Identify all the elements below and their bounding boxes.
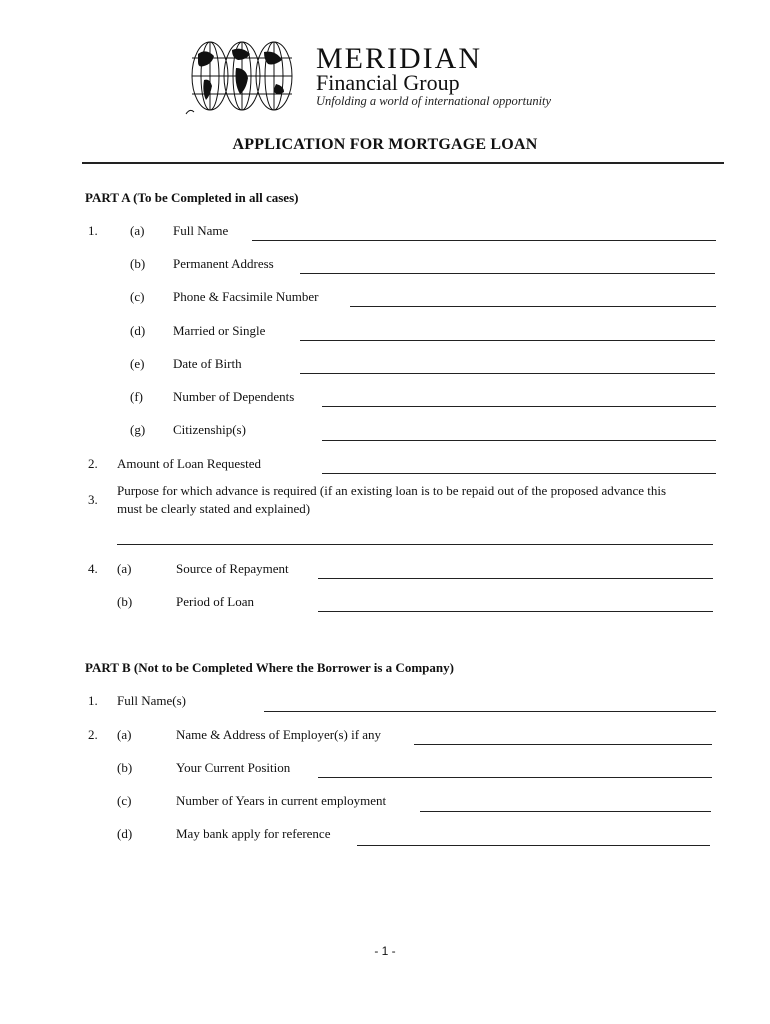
field-label-phone-fax: Phone & Facsimile Number [173,289,319,304]
field-label-current-position: Your Current Position [176,760,291,775]
permanent-address-input[interactable] [300,273,715,274]
item-letter: (g) [130,422,146,437]
field-label-source-of-repayment: Source of Repayment [176,561,289,576]
item-letter: (a) [130,223,145,238]
question-number: 3. [88,492,98,507]
question-number: 1. [88,223,98,238]
field-label-full-name: Full Name [173,223,229,238]
field-label-bank-reference: May bank apply for reference [176,826,331,841]
logo-tagline: Unfolding a world of international opportunity [316,94,552,108]
item-letter: (d) [130,323,146,338]
years-employed-input[interactable] [420,811,711,812]
question-number: 2. [88,727,98,742]
field-label-employer: Name & Address of Employer(s) if any [176,727,382,742]
question-number: 2. [88,456,98,471]
bank-reference-input[interactable] [357,845,710,846]
part-b-heading: PART B (Not to be Completed Where the Borrower is a Company) [85,660,454,675]
item-letter: (a) [117,561,132,576]
item-letter: (c) [117,793,132,808]
field-label-dependents: Number of Dependents [173,389,295,404]
field-label-marital-status: Married or Single [173,323,266,338]
field-label-purpose: Purpose for which advance is required (if an existing loan is to be repaid out of the proposed advance this [117,483,667,498]
period-of-loan-input[interactable] [318,611,713,612]
field-label-permanent-address: Permanent Address [173,256,274,271]
dependents-input[interactable] [322,406,716,407]
field-label-full-names: Full Name(s) [117,693,186,708]
logo-subtitle: Financial Group [316,70,460,95]
item-letter: (c) [130,289,145,304]
part-a-heading: PART A (To be Completed in all cases) [85,190,299,205]
citizenship-input[interactable] [322,440,716,441]
full-name-input[interactable] [252,240,716,241]
item-letter: (b) [117,594,133,609]
date-of-birth-input[interactable] [300,373,715,374]
loan-amount-input[interactable] [322,473,716,474]
field-label-date-of-birth: Date of Birth [173,356,242,371]
item-letter: (a) [117,727,132,742]
item-letter: (b) [130,256,146,271]
item-letter: (d) [117,826,133,841]
globe-icon [180,36,320,118]
logo-name: MERIDIAN [316,42,482,75]
source-of-repayment-input[interactable] [318,578,713,579]
question-number: 1. [88,693,98,708]
form-title: APPLICATION FOR MORTGAGE LOAN [232,136,538,153]
purpose-input[interactable] [117,544,713,545]
field-label-period-of-loan: Period of Loan [176,594,254,609]
company-logo [180,36,560,118]
page-number: - 1 - [374,944,396,958]
field-label-citizenship: Citizenship(s) [173,422,246,437]
field-label-loan-amount: Amount of Loan Requested [117,456,262,471]
current-position-input[interactable] [318,777,712,778]
item-letter: (f) [130,389,143,404]
full-names-input[interactable] [264,711,716,712]
phone-fax-input[interactable] [350,306,716,307]
title-divider [82,162,724,164]
employer-input[interactable] [414,744,712,745]
field-label-years-employed: Number of Years in current employment [176,793,387,808]
marital-status-input[interactable] [300,340,715,341]
item-letter: (e) [130,356,145,371]
item-letter: (b) [117,760,133,775]
question-number: 4. [88,561,98,576]
field-label-purpose-cont: must be clearly stated and explained) [117,501,311,516]
